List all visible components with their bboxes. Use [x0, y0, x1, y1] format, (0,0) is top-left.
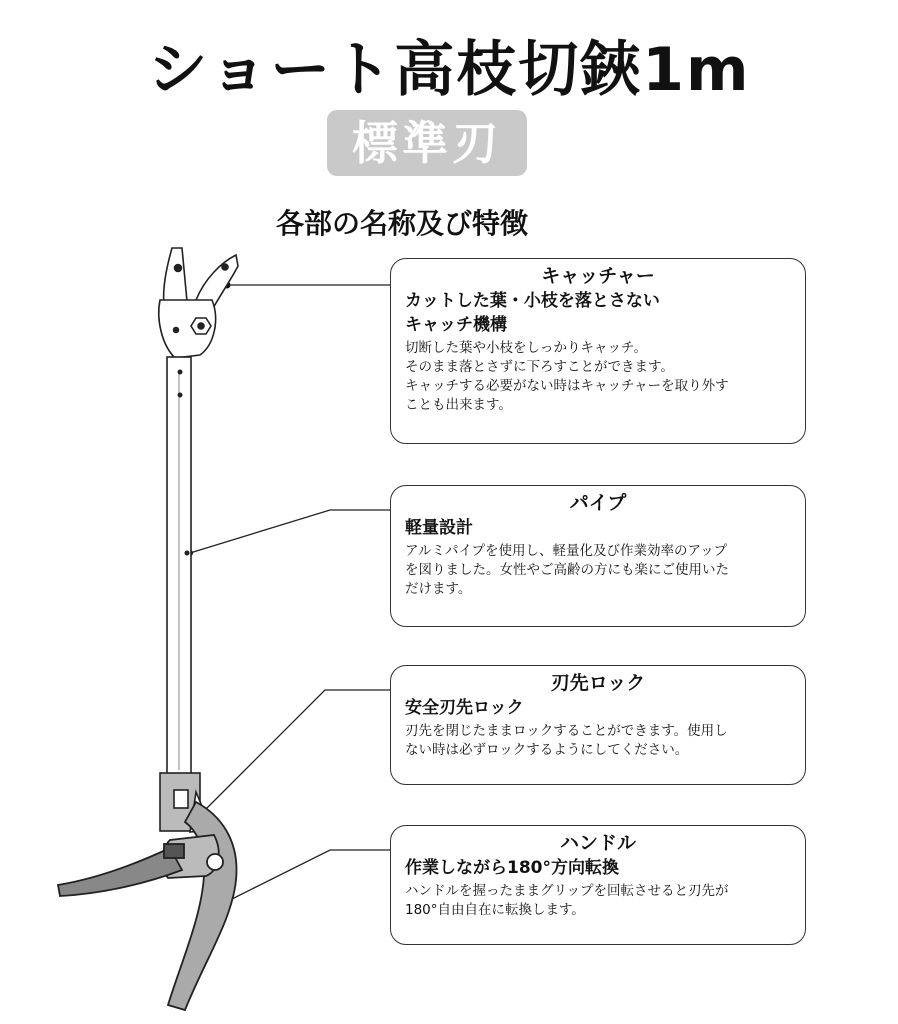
- callout-pipe: [390, 485, 806, 627]
- part-description: アルミパイプを使用し、軽量化及び作業効率のアップ を図りました。女性やご高齢の方にも楽にご使用いた だけます。: [405, 543, 729, 597]
- part-name: 刃先ロック: [550, 672, 646, 694]
- feature-line: キャッチ機構: [405, 315, 507, 335]
- blade-type-badge: 標準刃: [327, 110, 527, 176]
- callout-catcher: [390, 258, 806, 444]
- page-title: ショート高枝切鋏1m: [147, 35, 751, 105]
- feature-line: カットした葉・小枝を落とさない: [405, 291, 660, 311]
- leader-line-lock: [205, 690, 390, 810]
- part-description: 刃先を閉じたままロックすることができます。使用し ない時は必ずロックするようにしてください。: [405, 723, 728, 758]
- leader-line-pipe: [190, 510, 390, 553]
- feature-line: 作業しながら180°方向転換: [405, 858, 619, 878]
- part-name: ハンドル: [559, 832, 636, 854]
- cutting-head: [159, 248, 238, 358]
- part-description: 切断した葉や小枝をしっかりキャッチ。 そのまま落とさずに下ろすことができます。 キャッチする必要がない時はキャッチャーを取り外す ことも出来ます。: [405, 340, 729, 413]
- feature-line: 軽量設計: [405, 518, 473, 538]
- section-heading: 各部の名称及び特徴: [276, 207, 529, 240]
- callout-handle: [390, 825, 806, 945]
- feature-line: 安全刃先ロック: [405, 698, 524, 718]
- part-name: キャッチャー: [541, 265, 655, 287]
- part-name: パイプ: [569, 492, 627, 514]
- leader-lines: [190, 285, 390, 905]
- handle: [58, 802, 237, 1010]
- part-description: ハンドルを握ったままグリップを回転させると刃先が 180°自由自在に転換します。: [405, 883, 729, 918]
- leader-line-handle: [220, 850, 390, 905]
- callout-blade-lock: [390, 665, 806, 785]
